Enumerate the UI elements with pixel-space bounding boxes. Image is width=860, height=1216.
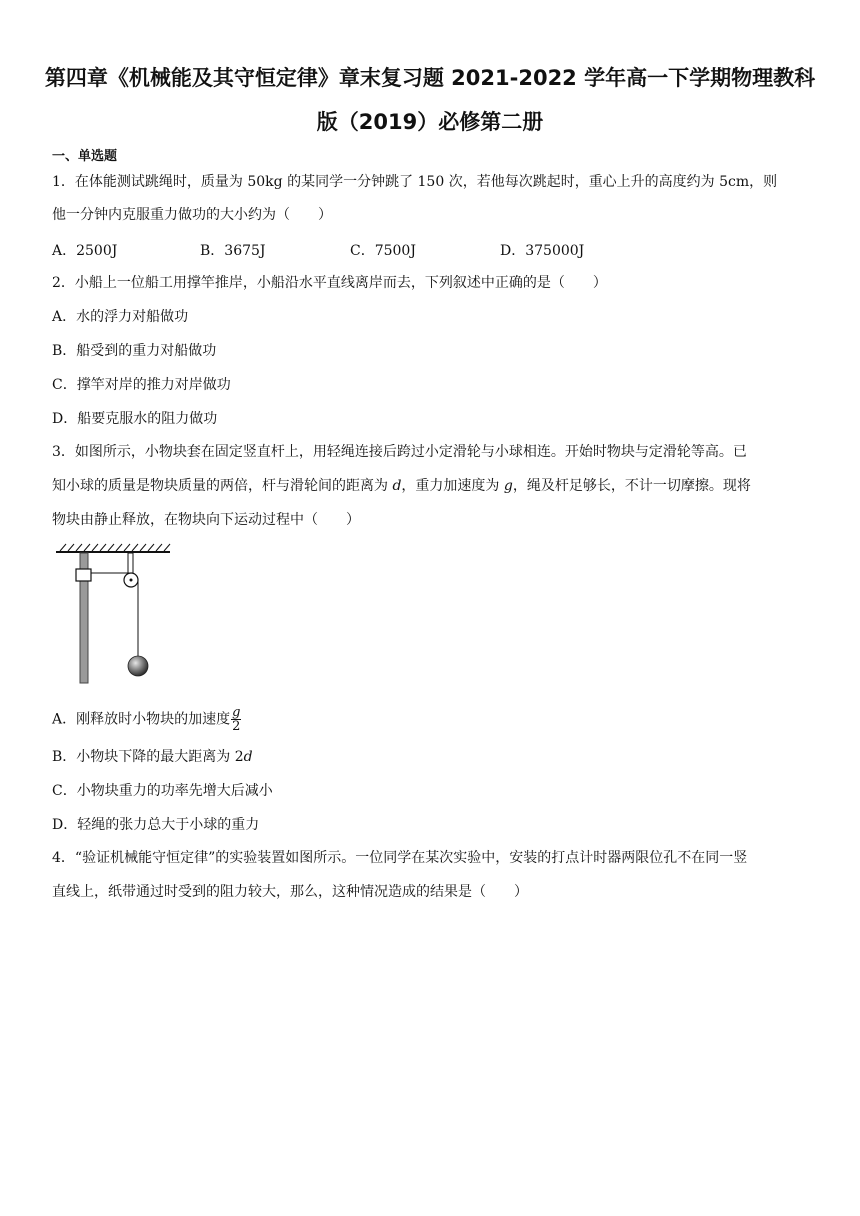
q4-stem-line-2: 直线上，纸带通过时受到的阻力较大，那么，这种情况造成的结果是（ ） (52, 884, 528, 900)
q3-stem-line-2 (52, 476, 751, 496)
q2-option-a: A．水的浮力对船做功 (52, 309, 189, 325)
fraction-g-over-2 (231, 706, 241, 733)
q2-option-b: B．船受到的重力对船做功 (52, 343, 217, 359)
pulley-figure (56, 542, 174, 687)
q3-text-part-3: ，绳及杆足够长，不计一切摩擦。现将 (512, 478, 751, 494)
q1-option-a: A．2500J (52, 243, 118, 259)
fraction-denominator: 2 (232, 719, 241, 734)
q3-stem-line-3: 物块由静止释放，在物块向下运动过程中（ ） (52, 512, 360, 528)
variable-d: d (243, 749, 253, 765)
small-block (76, 569, 91, 581)
q3-text-part-2: ，重力加速度为 (401, 478, 504, 494)
q3-option-b-text: B．小物块下降的最大距离为 2 (52, 749, 244, 765)
pulley-hanger (128, 553, 133, 575)
hanging-ball (128, 656, 148, 676)
q1-option-d: D．375000J (500, 243, 585, 259)
ceiling-hatching (60, 544, 170, 551)
q1-stem-line-2: 他一分钟内克服重力做功的大小约为（ ） (52, 207, 332, 223)
page-title-line-1: 第四章《机械能及其守恒定律》章末复习题 2021-2022 学年高一下学期物理教科 (44, 66, 816, 90)
q1-options (52, 240, 752, 260)
q4-stem-line-1: 4．“验证机械能守恒定律”的实验装置如图所示。一位同学在某次实验中，安装的打点计时器两限位孔不在同一竖 (52, 850, 748, 866)
q3-option-d: D．轻绳的张力总大于小球的重力 (52, 817, 260, 833)
q3-option-a (52, 706, 241, 733)
q2-option-c: C．撑竿对岸的推力对岸做功 (52, 377, 231, 393)
q2-option-d: D．船要克服水的阻力做功 (52, 411, 218, 427)
q3-stem-line-1: 3．如图所示，小物块套在固定竖直杆上，用轻绳连接后跨过小定滑轮与小球相连。开始时物块与定滑轮等高。已 (52, 444, 747, 460)
q3-text-part-1: 知小球的质量是物块质量的两倍，杆与滑轮间的距离为 (52, 478, 393, 494)
q2-stem: 2．小船上一位船工用撑竿推岸，小船沿水平直线离岸而去，下列叙述中正确的是（ ） (52, 275, 607, 291)
q3-option-a-text: A．刚释放时小物块的加速度 (52, 711, 231, 728)
variable-g: g (503, 478, 513, 494)
q1-option-c: C．7500J (350, 243, 416, 259)
q1-stem-line-1: 1．在体能测试跳绳时，质量为 50kg 的某同学一分钟跳了 150 次，若他每次跳起时，重心上升的高度约为 5cm，则 (52, 174, 778, 190)
variable-d: d (392, 478, 402, 494)
q3-option-c: C．小物块重力的功率先增大后减小 (52, 783, 273, 799)
q1-option-b: B．3675J (200, 243, 266, 259)
fraction-numerator: g (232, 705, 241, 720)
pulley-axle (130, 579, 133, 582)
page-title-line-2: 版（2019）必修第二册 (316, 110, 544, 134)
q3-option-b (52, 747, 253, 767)
section-heading: 一、单选题 (52, 149, 118, 164)
